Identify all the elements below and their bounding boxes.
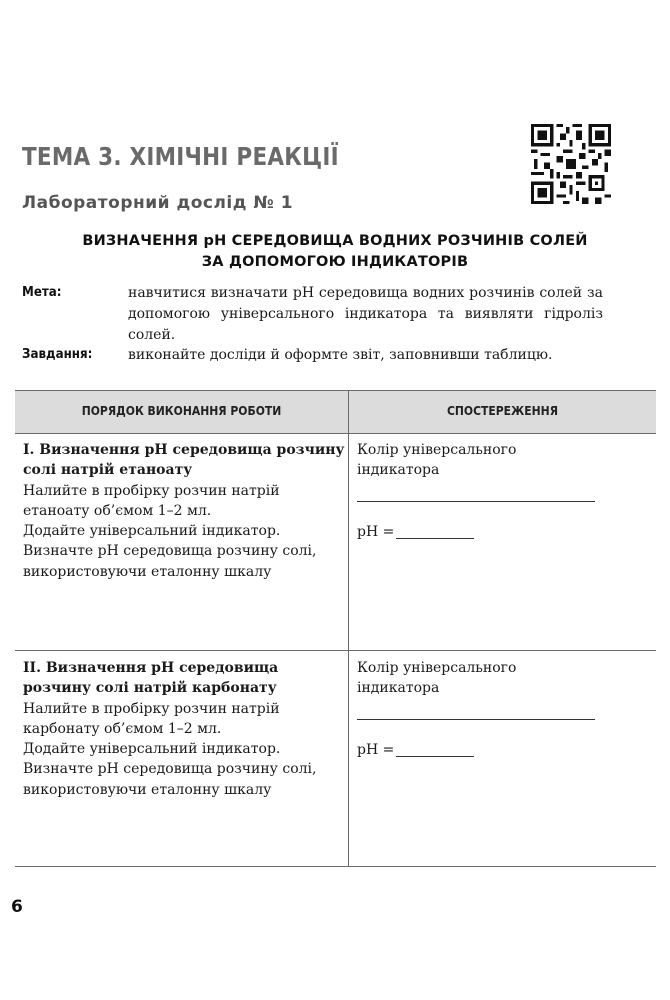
indicator-color-label: Колір універсального індикатора: [357, 442, 517, 479]
work-heading-line2: ЗА ДОПОМОГОЮ ІНДИКАТОРІВ: [201, 254, 469, 270]
indicator-color-label: Колір універсального індикатора: [357, 660, 517, 697]
goal-label: Мета:: [22, 284, 62, 300]
table-header: [15, 391, 656, 434]
instruction-line: використовуючи еталонну шкалу: [23, 781, 272, 798]
ph-value-blank[interactable]: [396, 756, 474, 757]
goal-text: навчитися визначати pH середовища водних розчинів солей за допомогою універсального індикатора та виявляти гідроліз солей.: [128, 285, 603, 343]
column-divider: [348, 391, 349, 866]
topic-title: ТЕМА 3. ХІМІЧНІ РЕАКЦІЇ: [22, 142, 339, 171]
qr-code-icon: [531, 124, 611, 204]
ph-line: [357, 740, 474, 760]
instruction-line: етаноату об’ємом 1–2 мл.: [23, 502, 212, 519]
experiment-title-line: I. Визначення pH середовища розчину: [23, 442, 345, 458]
column-header-procedure: ПОРЯДОК ВИКОНАННЯ РОБОТИ: [81, 404, 282, 418]
instruction-line: Додайте універсальний індикатор.: [23, 523, 281, 540]
report-table: [15, 390, 656, 867]
experiment-title-line: солі натрій етаноату: [23, 462, 193, 479]
experiment-title-line: II. Визначення pH середовища: [23, 660, 279, 676]
instruction-line: карбонату об’ємом 1–2 мл.: [23, 720, 222, 737]
lab-title: Лабораторний дослід № 1: [22, 193, 294, 213]
procedure-cell-1: [23, 440, 345, 582]
ph-label: pH =: [357, 524, 395, 540]
observation-cell-2: [357, 658, 647, 758]
instruction-line: Визначте pH середовища розчину солі,: [23, 761, 317, 778]
instruction-line: Налийте в пробірку розчин натрій: [23, 482, 280, 499]
observation-cell-1: [357, 440, 647, 540]
task-label: Завдання:: [22, 346, 93, 362]
procedure-cell-2: [23, 658, 345, 800]
instruction-line: Додайте універсальний індикатор.: [23, 741, 281, 758]
page-number: 6: [11, 897, 23, 917]
task-text: виконайте досліди й оформте звіт, заповнивши таблицю.: [128, 347, 553, 363]
indicator-color-blank[interactable]: [357, 501, 595, 502]
instruction-line: Визначте pH середовища розчину солі,: [23, 543, 317, 560]
ph-value-blank[interactable]: [396, 538, 474, 539]
instruction-line: використовуючи еталонну шкалу: [23, 563, 272, 580]
indicator-color-blank[interactable]: [357, 719, 595, 720]
ph-label: pH =: [357, 742, 395, 758]
experiment-title-line: розчину солі натрій карбонату: [23, 680, 277, 697]
column-header-observations: СПОСТЕРЕЖЕННЯ: [446, 404, 559, 418]
instruction-line: Налийте в пробірку розчин натрій: [23, 700, 280, 717]
row-divider: [15, 650, 656, 651]
work-heading-line1: ВИЗНАЧЕННЯ pH СЕРЕДОВИЩА ВОДНИХ РОЗЧИНІВ СОЛЕЙ: [82, 233, 588, 249]
ph-line: [357, 522, 474, 542]
